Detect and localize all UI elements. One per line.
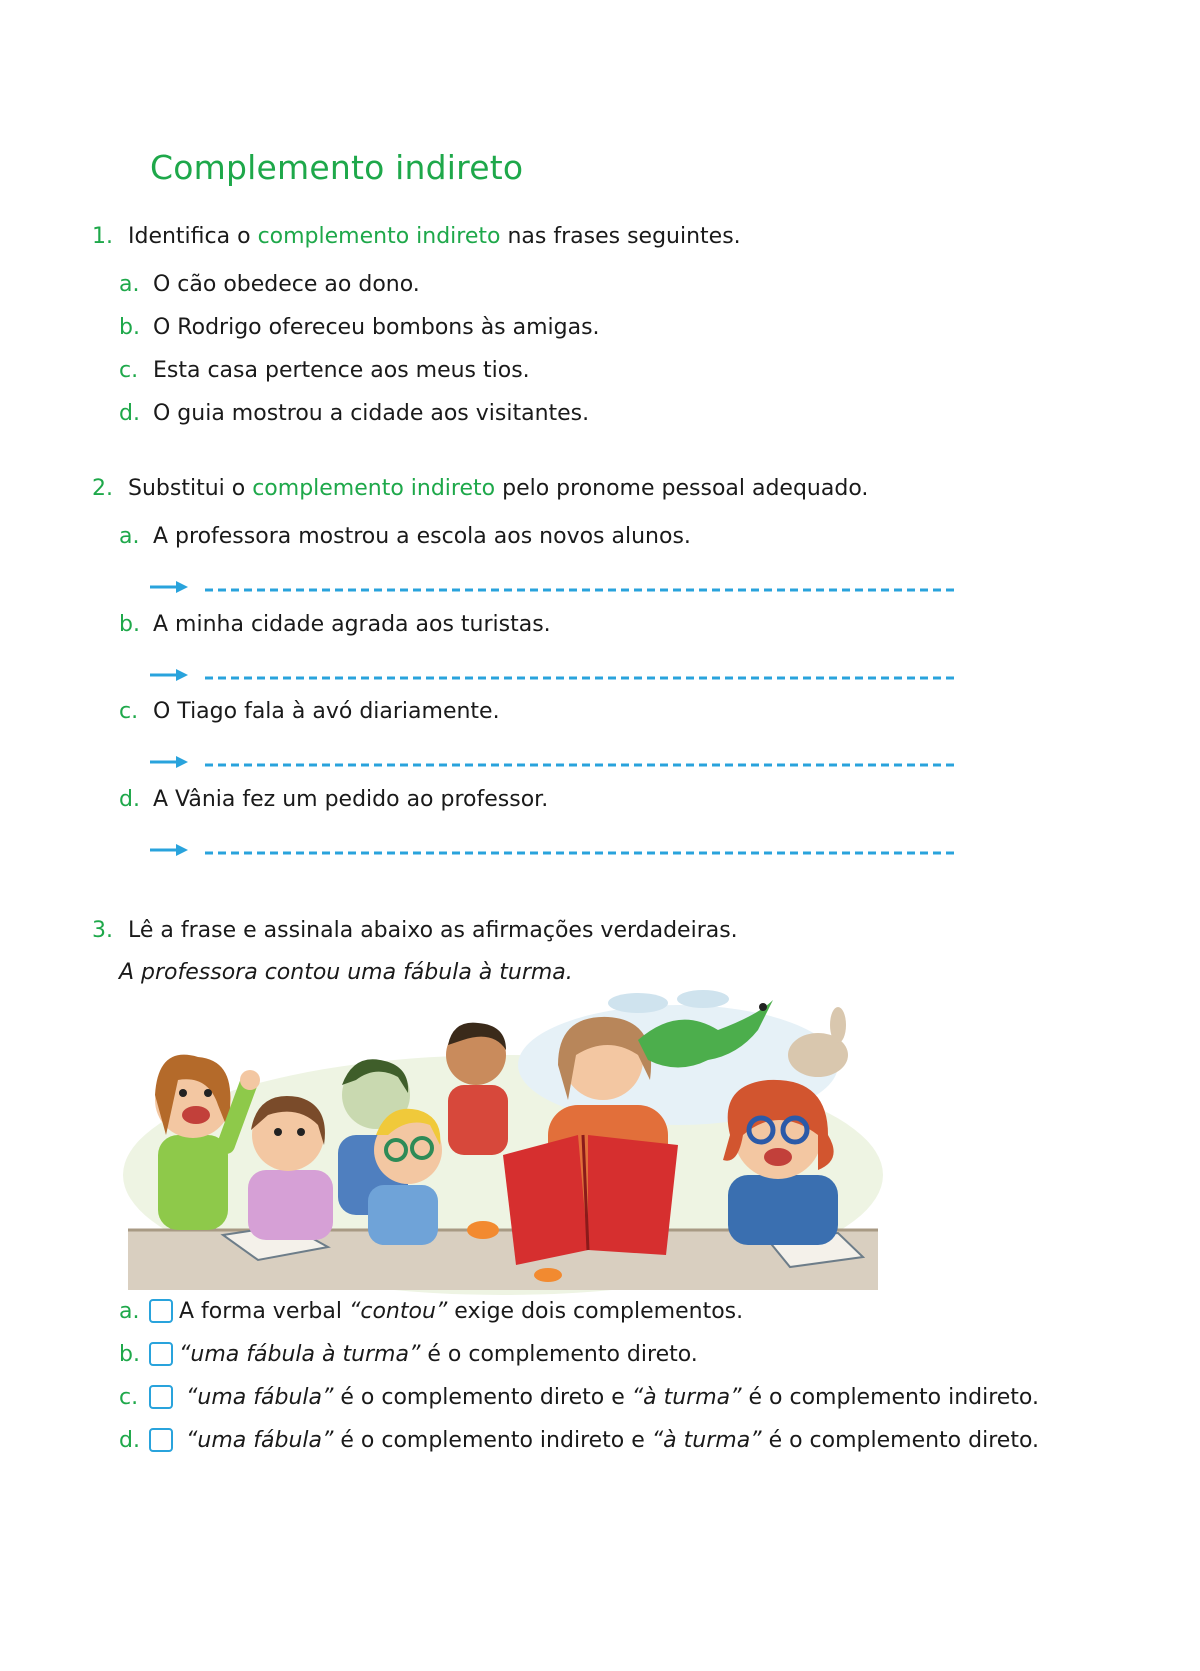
- item-letter: d.: [119, 401, 140, 426]
- option-checkbox[interactable]: [149, 1299, 173, 1323]
- q2-item-d: [119, 785, 548, 815]
- option-text: é o complemento direto.: [420, 1342, 698, 1367]
- option-letter: b.: [119, 1342, 140, 1367]
- item-letter: d.: [119, 787, 140, 812]
- arrow-right-icon: [150, 669, 188, 681]
- q2-item-b: [119, 610, 551, 640]
- option-text: é o complemento direto.: [761, 1428, 1040, 1453]
- item-letter: a.: [119, 272, 140, 297]
- option-checkbox[interactable]: [149, 1428, 173, 1452]
- item-letter: b.: [119, 612, 140, 637]
- question-highlight: complemento indireto: [257, 224, 501, 249]
- question-number: 2.: [92, 476, 113, 501]
- q2-item-a: [119, 522, 691, 552]
- question-highlight: complemento indireto: [252, 476, 496, 501]
- answer-line-b[interactable]: [150, 666, 960, 686]
- option-text: [179, 1385, 186, 1410]
- example-sentence: A professora contou uma fábula à turma.: [119, 960, 573, 985]
- question-text-after: pelo pronome pessoal adequado.: [495, 476, 869, 501]
- question-text-before: Identifica o: [128, 224, 258, 249]
- option-letter: a.: [119, 1299, 140, 1324]
- question-number: 3.: [92, 918, 113, 943]
- question-text-before: Substitui o: [128, 476, 253, 501]
- option-text: é o complemento indireto e: [333, 1428, 652, 1453]
- question-2: [92, 474, 868, 504]
- question-text: Lê a frase e assinala abaixo as afirmações verdadeiras.: [128, 918, 738, 943]
- item-text: O cão obedece ao dono.: [153, 272, 420, 297]
- question-text-after: nas frases seguintes.: [500, 224, 741, 249]
- arrow-right-icon: [150, 581, 188, 593]
- option-italic: “uma fábula”: [186, 1385, 334, 1410]
- item-text: O Rodrigo ofereceu bombons às amigas.: [153, 315, 600, 340]
- option-italic: “à turma”: [631, 1385, 742, 1410]
- answer-line-a[interactable]: [150, 578, 960, 598]
- classroom-storytelling-icon: [118, 985, 888, 1310]
- question-1: [92, 222, 741, 252]
- item-text: O guia mostrou a cidade aos visitantes.: [153, 401, 590, 426]
- option-letter: c.: [119, 1385, 139, 1410]
- item-text: Esta casa pertence aos meus tios.: [153, 358, 530, 383]
- item-text: A Vânia fez um pedido ao professor.: [153, 787, 549, 812]
- option-checkbox[interactable]: [149, 1342, 173, 1366]
- question-3: [92, 916, 738, 946]
- option-italic: “à turma”: [651, 1428, 762, 1453]
- option-checkbox[interactable]: [149, 1385, 173, 1409]
- q1-item-c: [119, 356, 530, 386]
- q1-item-d: [119, 399, 589, 429]
- option-italic: “uma fábula”: [186, 1428, 334, 1453]
- q3-option-b: [119, 1340, 698, 1370]
- q1-item-b: [119, 313, 600, 343]
- option-italic: “uma fábula à turma”: [179, 1342, 421, 1367]
- item-letter: a.: [119, 524, 140, 549]
- question-number: 1.: [92, 224, 113, 249]
- option-text: [179, 1428, 186, 1453]
- q2-item-c: [119, 697, 500, 727]
- answer-line-d[interactable]: [150, 841, 960, 861]
- arrow-right-icon: [150, 756, 188, 768]
- item-text: A minha cidade agrada aos turistas.: [153, 612, 551, 637]
- option-text: A forma verbal: [179, 1299, 349, 1324]
- option-italic: “contou”: [348, 1299, 448, 1324]
- option-text: é o complemento direto e: [333, 1385, 632, 1410]
- item-letter: c.: [119, 699, 139, 724]
- q3-option-c: [119, 1383, 1039, 1413]
- arrow-right-icon: [150, 844, 188, 856]
- item-letter: c.: [119, 358, 139, 383]
- q1-item-a: [119, 270, 420, 300]
- item-letter: b.: [119, 315, 140, 340]
- option-text: é o complemento indireto.: [741, 1385, 1039, 1410]
- item-text: O Tiago fala à avó diariamente.: [153, 699, 500, 724]
- answer-line-c[interactable]: [150, 753, 960, 773]
- item-text: A professora mostrou a escola aos novos alunos.: [153, 524, 691, 549]
- page-title: Complemento indireto: [150, 148, 524, 187]
- q3-option-a: [119, 1297, 743, 1327]
- classroom-illustration: [118, 985, 888, 1310]
- q3-option-d: [119, 1426, 1039, 1456]
- option-letter: d.: [119, 1428, 140, 1453]
- option-text: exige dois complementos.: [447, 1299, 744, 1324]
